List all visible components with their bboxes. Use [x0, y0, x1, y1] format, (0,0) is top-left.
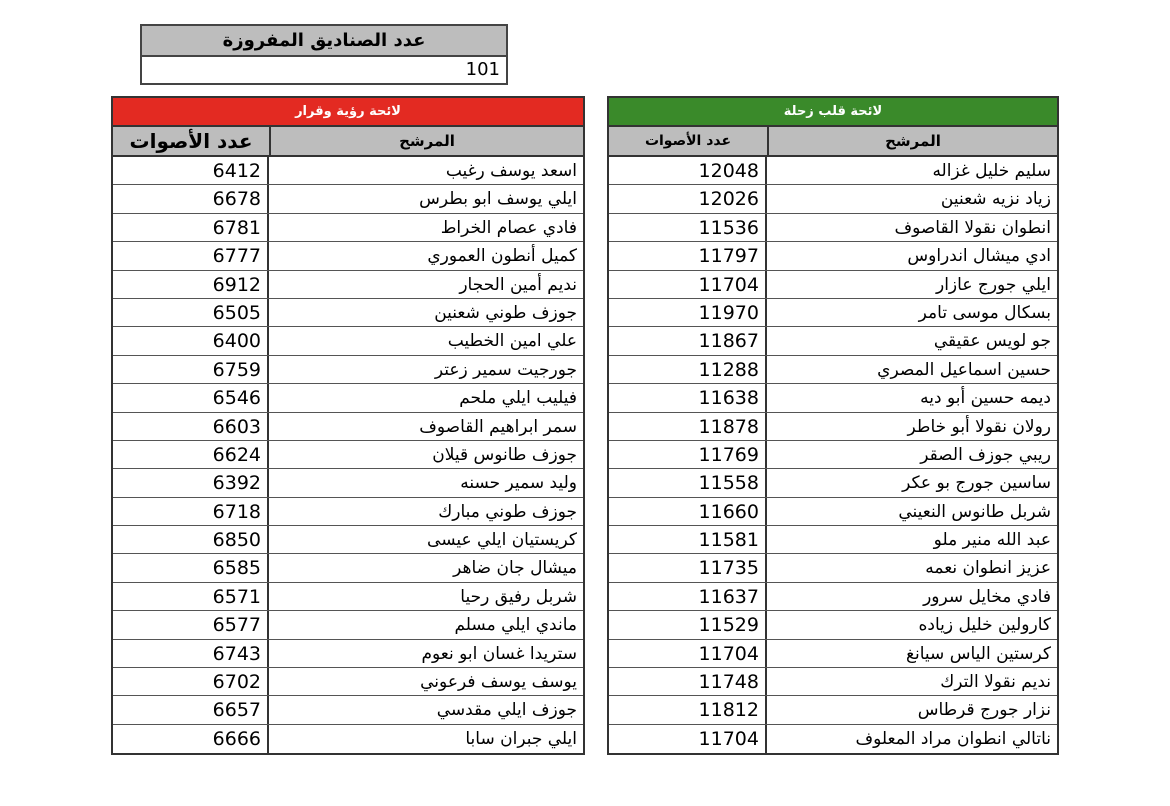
votes-cell: 11735 — [609, 554, 767, 581]
votes-cell: 6392 — [113, 469, 269, 496]
candidate-cell: ديمه حسين أبو ديه — [920, 388, 1051, 409]
table-row — [609, 157, 1057, 185]
candidate-cell: كارولين خليل زياده — [918, 615, 1051, 636]
table-row — [113, 611, 583, 639]
votes-cell: 6912 — [113, 271, 269, 298]
votes-cell: 6577 — [113, 611, 269, 638]
table-row — [113, 299, 583, 327]
table-row — [609, 214, 1057, 242]
table-row — [609, 611, 1057, 639]
candidate-cell: ادي ميشال اندراوس — [907, 246, 1051, 267]
list-vision-decision — [111, 96, 585, 755]
header-votes: عدد الأصوات — [113, 127, 271, 155]
votes-cell: 11797 — [609, 242, 767, 269]
table-row — [609, 384, 1057, 412]
table-row — [113, 327, 583, 355]
table-row — [609, 554, 1057, 582]
list-heart-of-zahle — [607, 96, 1059, 755]
candidate-cell: ستريدا غسان ابو نعوم — [421, 643, 577, 664]
votes-cell: 6743 — [113, 640, 269, 667]
header-row — [113, 127, 583, 157]
candidate-cell: جوزف طوني مبارك — [438, 501, 577, 522]
candidate-cell: زياد نزيه شعنين — [940, 189, 1051, 210]
candidate-cell: كريستيان ايلي عيسى — [427, 530, 577, 551]
table-row — [113, 185, 583, 213]
table-row — [113, 441, 583, 469]
table-row — [113, 384, 583, 412]
candidate-cell: نديم نقولا الترك — [940, 672, 1051, 693]
votes-cell: 6412 — [113, 157, 269, 184]
votes-cell: 6571 — [113, 583, 269, 610]
candidate-cell: جوزف ايلي مقدسي — [436, 700, 577, 721]
candidate-cell: ريبي جوزف الصقر — [920, 444, 1051, 465]
table-row — [113, 214, 583, 242]
table-row — [113, 413, 583, 441]
table-row — [113, 725, 583, 753]
votes-cell: 11558 — [609, 469, 767, 496]
table-row — [113, 640, 583, 668]
candidate-cell: يوسف يوسف فرعوني — [420, 672, 577, 693]
votes-cell: 6657 — [113, 696, 269, 723]
candidate-cell: وليد سمير حسنه — [460, 473, 577, 494]
votes-cell: 6781 — [113, 214, 269, 241]
table-row — [609, 668, 1057, 696]
table-row — [609, 441, 1057, 469]
candidate-cell: بسكال موسى تامر — [918, 302, 1051, 323]
candidate-cell: علي امين الخطيب — [447, 331, 577, 352]
candidate-cell: كرستين الياس سيانغ — [905, 643, 1051, 664]
table-row — [609, 271, 1057, 299]
votes-cell: 11704 — [609, 271, 767, 298]
votes-cell: 11769 — [609, 441, 767, 468]
table-row — [609, 356, 1057, 384]
header-candidate: المرشح — [399, 132, 455, 150]
votes-cell: 11288 — [609, 356, 767, 383]
votes-cell: 12026 — [609, 185, 767, 212]
votes-cell: 11536 — [609, 214, 767, 241]
candidate-cell: جو لويس عقيقي — [933, 331, 1051, 352]
table-row — [609, 242, 1057, 270]
candidate-cell: فادي عصام الخراط — [440, 217, 577, 238]
candidate-cell: اسعد يوسف رغيب — [445, 161, 577, 181]
table-row — [609, 413, 1057, 441]
candidate-cell: حسين اسماعيل المصري — [877, 359, 1051, 380]
table-row — [113, 271, 583, 299]
table-row — [609, 469, 1057, 497]
votes-cell: 6505 — [113, 299, 269, 326]
candidate-cell: ناتالي انطوان مراد المعلوف — [855, 728, 1051, 749]
votes-cell: 6702 — [113, 668, 269, 695]
table-row — [609, 526, 1057, 554]
votes-cell: 6624 — [113, 441, 269, 468]
candidate-rows — [609, 157, 1057, 753]
table-row — [113, 668, 583, 696]
candidate-cell: ميشال جان ضاهر — [453, 558, 577, 579]
votes-cell: 11638 — [609, 384, 767, 411]
table-row — [609, 299, 1057, 327]
votes-cell: 11812 — [609, 696, 767, 723]
candidate-cell: ايلي جورج عازار — [936, 274, 1051, 295]
candidate-cell: جوزف طوني شعنين — [434, 302, 577, 323]
table-row — [113, 356, 583, 384]
table-row — [609, 696, 1057, 724]
candidate-cell: سليم خليل غزاله — [932, 161, 1051, 181]
votes-cell: 11660 — [609, 498, 767, 525]
header-candidate: المرشح — [885, 132, 941, 150]
votes-cell: 12048 — [609, 157, 767, 184]
table-row — [113, 469, 583, 497]
votes-cell: 6759 — [113, 356, 269, 383]
votes-cell: 6666 — [113, 725, 269, 753]
sorted-boxes-title: عدد الصناديق المفروزة — [142, 26, 506, 57]
list-title: لائحة قلب زحلة — [609, 98, 1057, 127]
votes-cell: 6400 — [113, 327, 269, 354]
votes-cell: 6585 — [113, 554, 269, 581]
candidate-cell: عزيز انطوان نعمه — [925, 558, 1051, 579]
candidate-cell: شربل رفيق رحيا — [460, 586, 577, 607]
candidate-cell: ماندي ايلي مسلم — [454, 615, 577, 636]
header-row — [609, 127, 1057, 157]
header-votes: عدد الأصوات — [609, 127, 769, 155]
votes-cell: 11970 — [609, 299, 767, 326]
candidate-cell: كميل أنطون العموري — [427, 246, 577, 267]
table-row — [113, 554, 583, 582]
votes-cell: 11878 — [609, 413, 767, 440]
votes-cell: 6678 — [113, 185, 269, 212]
table-row — [113, 583, 583, 611]
votes-cell: 6546 — [113, 384, 269, 411]
candidate-cell: جورجيت سمير زعتر — [434, 359, 577, 380]
votes-cell: 11581 — [609, 526, 767, 553]
table-row — [113, 498, 583, 526]
candidate-cell: ساسين جورج بو عكر — [902, 473, 1051, 494]
votes-cell: 11529 — [609, 611, 767, 638]
candidate-cell: فادي مخايل سرور — [923, 586, 1051, 607]
votes-cell: 11704 — [609, 640, 767, 667]
votes-cell: 6777 — [113, 242, 269, 269]
votes-cell: 6718 — [113, 498, 269, 525]
votes-cell: 11637 — [609, 583, 767, 610]
votes-cell: 11748 — [609, 668, 767, 695]
table-row — [609, 185, 1057, 213]
table-row — [113, 157, 583, 185]
votes-cell: 11867 — [609, 327, 767, 354]
table-row — [609, 327, 1057, 355]
table-row — [113, 696, 583, 724]
table-row — [609, 583, 1057, 611]
table-row — [113, 526, 583, 554]
candidate-cell: شربل طانوس النعيني — [898, 501, 1051, 522]
table-row — [609, 640, 1057, 668]
sorted-boxes-summary — [140, 24, 508, 85]
table-row — [609, 498, 1057, 526]
candidate-cell: انطوان نقولا القاصوف — [894, 217, 1051, 238]
candidate-cell: ايلي جبران سابا — [465, 728, 577, 749]
list-title: لائحة رؤية وقرار — [113, 98, 583, 127]
candidate-cell: نزار جورج قرطاس — [917, 700, 1051, 721]
votes-cell: 6850 — [113, 526, 269, 553]
table-row — [113, 242, 583, 270]
votes-cell: 6603 — [113, 413, 269, 440]
candidate-cell: فيليب ايلي ملحم — [459, 388, 577, 409]
candidate-cell: سمر ابراهيم القاصوف — [419, 416, 577, 437]
candidate-cell: عبد الله منير ملو — [933, 530, 1051, 551]
candidate-cell: رولان نقولا أبو خاطر — [907, 416, 1051, 437]
candidate-cell: ايلي يوسف ابو بطرس — [419, 189, 577, 210]
candidate-cell: نديم أمين الحجار — [459, 274, 577, 295]
candidate-cell: جوزف طانوس قيلان — [432, 444, 577, 465]
candidate-rows — [113, 157, 583, 753]
table-row — [609, 725, 1057, 753]
votes-cell: 11704 — [609, 725, 767, 753]
sorted-boxes-value: 101 — [142, 57, 506, 83]
